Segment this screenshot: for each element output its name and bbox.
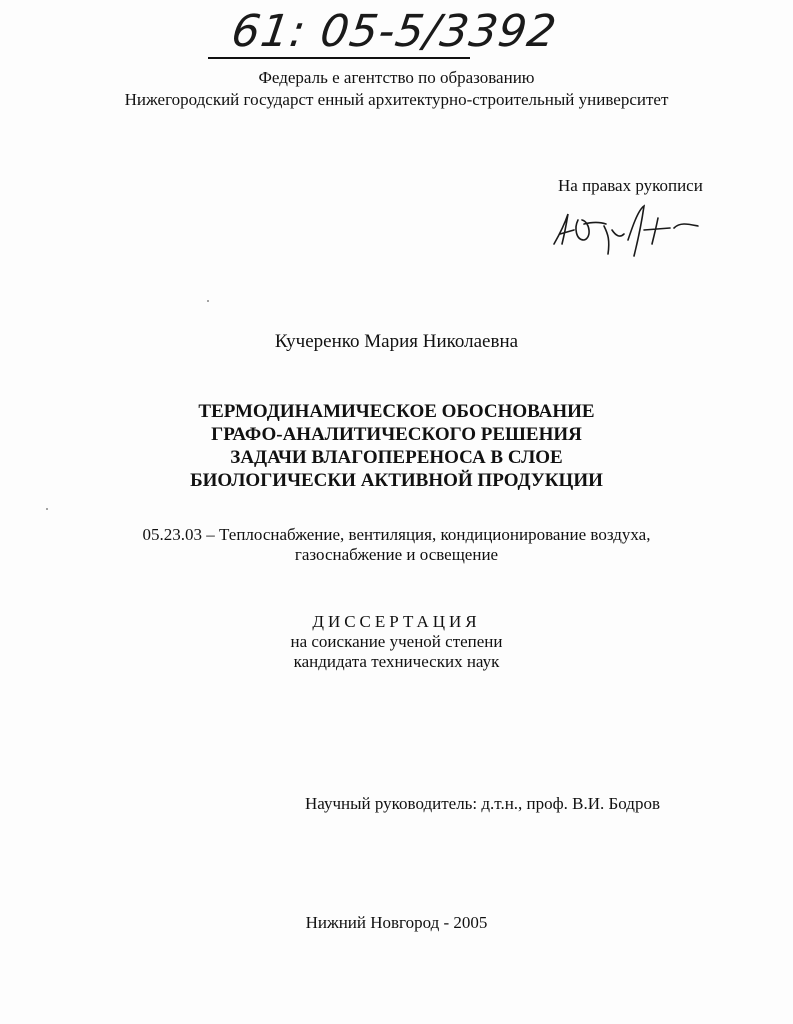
degree-line: кандидата технических наук bbox=[293, 652, 500, 671]
dissertation-block bbox=[0, 612, 793, 672]
specialty-line: 05.23.03 – Теплоснабжение, вентиляция, кондиционирование воздуха, bbox=[142, 525, 651, 544]
archive-stamp: 61: 05-5/3392 bbox=[228, 6, 561, 57]
title-line: ГРАФО-АНАЛИТИЧЕСКОГО РЕШЕНИЯ bbox=[211, 424, 582, 445]
city-year: Нижний Новгород - 2005 bbox=[305, 913, 488, 932]
dissertation-title bbox=[0, 400, 793, 492]
ministry-name: Федераль е агентство по образованию bbox=[258, 68, 535, 87]
manuscript-note: На правах рукописи bbox=[558, 176, 703, 195]
author-name: Кучеренко Мария Николаевна bbox=[274, 331, 519, 352]
title-line: ТЕРМОДИНАМИЧЕСКОЕ ОБОСНОВАНИЕ bbox=[198, 401, 595, 422]
title-line: БИОЛОГИЧЕСКИ АКТИВНОЙ ПРОДУКЦИИ bbox=[190, 470, 603, 491]
dissertation-heading: ДИССЕРТАЦИЯ bbox=[312, 612, 481, 631]
specialty bbox=[0, 525, 793, 565]
archive-underline bbox=[208, 57, 470, 59]
signature-image bbox=[548, 200, 708, 260]
scientific-advisor: Научный руководитель: д.т.н., проф. В.И. Бодров bbox=[305, 794, 660, 813]
degree-line: на соискание ученой степени bbox=[290, 632, 503, 651]
title-line: ЗАДАЧИ ВЛАГОПЕРЕНОСА В СЛОЕ bbox=[230, 447, 563, 468]
scan-speck bbox=[46, 508, 48, 510]
specialty-line: газоснабжение и освещение bbox=[294, 545, 499, 564]
scan-speck bbox=[207, 300, 209, 302]
university-name: Нижегородский государст енный архитектурно-строительный университет bbox=[124, 90, 669, 109]
